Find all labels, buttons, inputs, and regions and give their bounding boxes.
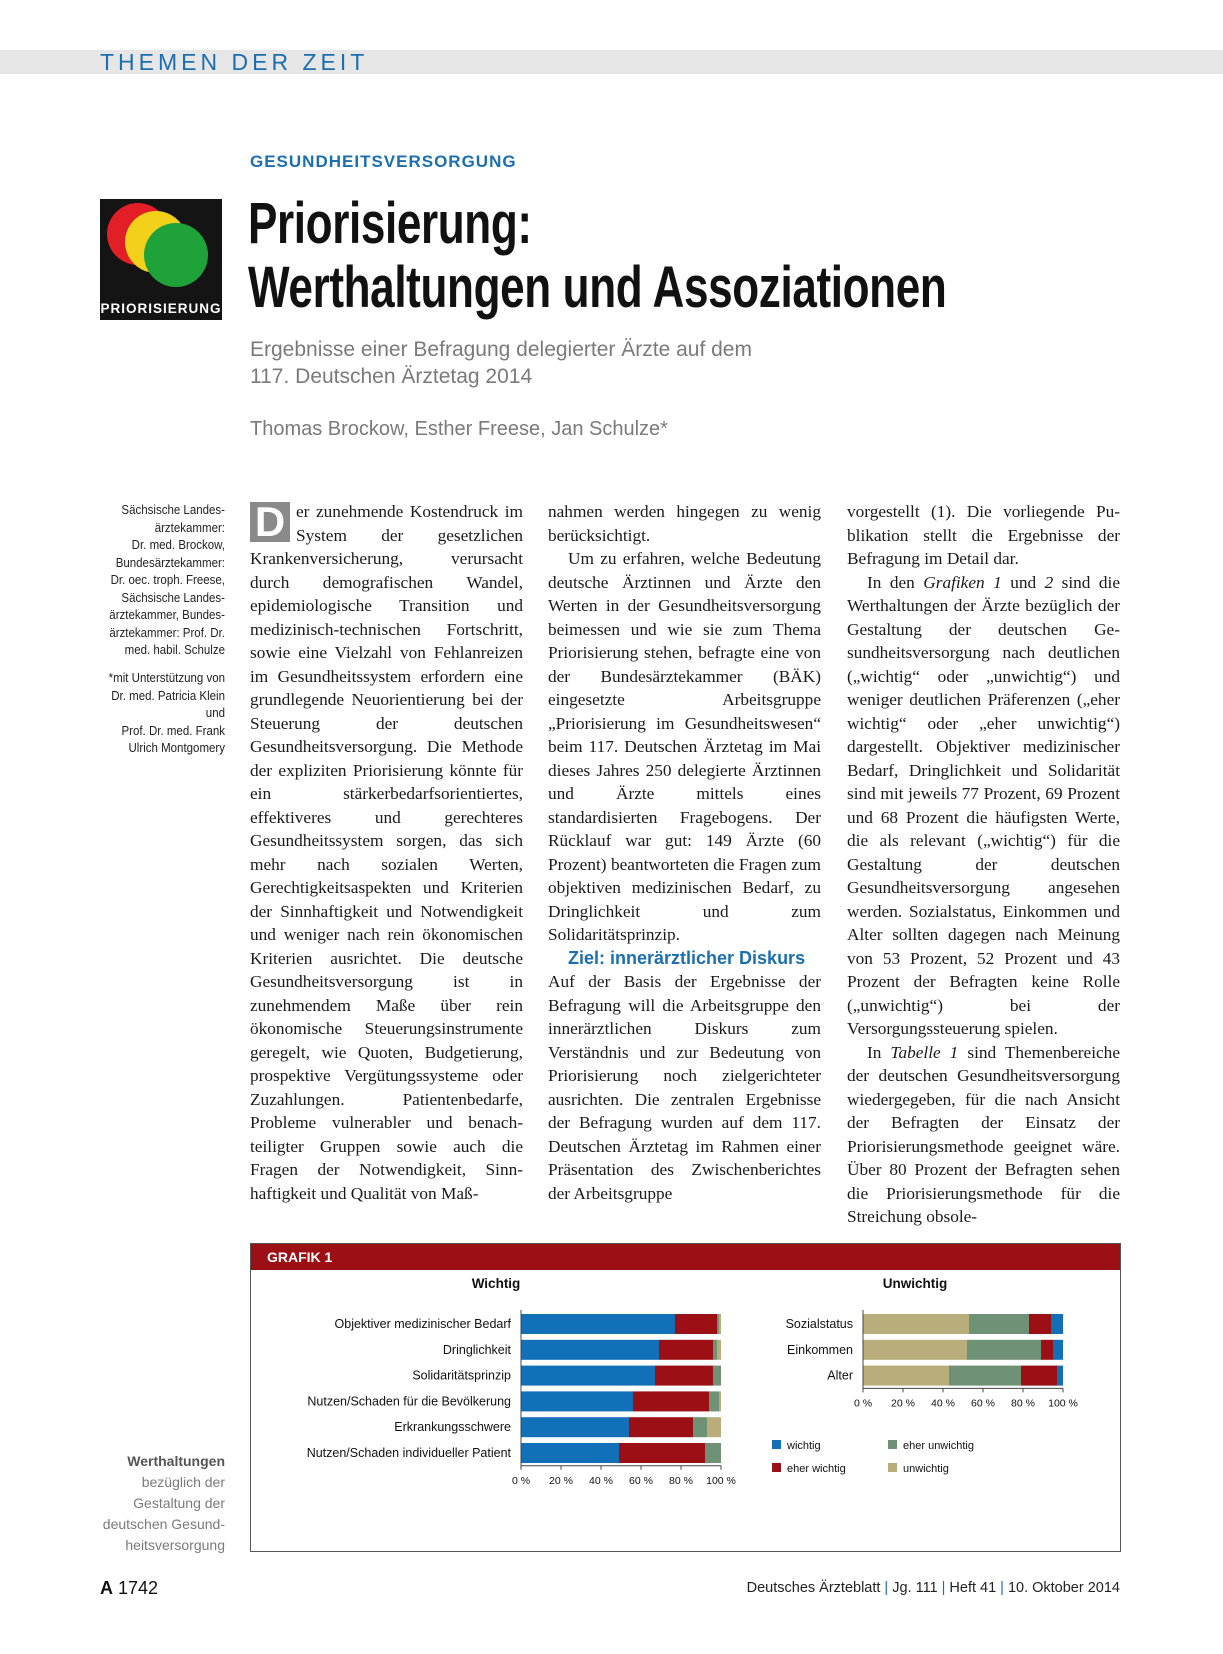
bar-segment-unwichtig — [719, 1314, 721, 1334]
paragraph-text: er zunehmende Kostendruck im System der gesetzlichen Krankenversicherung, verursacht durch demografischen Wandel, epidemiologische Transition und medizinisch-technischen Fortschritt, sowie eine Vielzahl von Fehlanreizen im Gesundheitssystem erfordern eine grundlegende Neuorientierung bei der Steuerung der deutschen Gesundheitsversorgung. Die Methode der expliziten Priorisierung könnte für ein stärkerbedarfsorientiertes, effektiveres und gerechteres Gesundheitssystem sorgen, das sich mehr nach sozialen Werten, Gerechtigkeitsaspekten und Kriterien der Sinnhaftigkeit und Notwendigkeit und weniger nach rein ökonomischen Kriterien ausrichtet. Die deutsche Gesundheitsversorgung ist in zunehmendem Maße über rein ökonomische Steuerungsinstrumente geregelt, wie Quoten, Budgetierung, prospektive Vergütungssysteme oder Zuzahlungen. Patientenbedarfe, Probleme vulnerabler und benachteiligter Gruppen sowie auch die Fragen der Notwendigkeit, Sinnhaftigkeit und Qualität von Maß- — [250, 502, 523, 1203]
bar-segment-unwichtig — [717, 1340, 721, 1360]
body-paragraph: vorgestellt (1). Die vorliegende Publikation stellt die Ergebnisse der Befragung im Detail dar. — [847, 502, 1120, 568]
body-paragraph: nahmen werden hingegen zu wenig berücksichtigt. — [548, 502, 821, 545]
bar-segment-eher-unwichtig — [967, 1340, 1041, 1360]
support-line: und — [205, 706, 225, 720]
bar-segment-eher-unwichtig — [969, 1314, 1029, 1334]
bar-segment-wichtig — [521, 1314, 675, 1334]
body-paragraph: In Tabelle 1 sind Themenbereiche der deutschen Gesundheitsversorgung wiedergegeben, für die nach Ansicht der Befragten der Einsatz der Priorisierungsmethode geeignet wäre. Über 80 Prozent der Befragten sehen die Priorisierungsmethode für die Streichung obsole- — [847, 1042, 1120, 1226]
category-label: Nutzen/Schaden für die Bevölkerung — [307, 1394, 511, 1409]
category-label: Nutzen/Schaden individueller Patient — [306, 1446, 511, 1460]
journal-name: Deutsches Ärzteblatt — [746, 1580, 881, 1596]
category-label: Alter — [827, 1368, 853, 1383]
subtitle-line-1: Ergebnisse einer Befragung delegierter Ärzte auf dem — [250, 338, 752, 361]
support-line: Dr. med. Patricia Klein — [111, 688, 225, 703]
bar-segment-unwichtig — [863, 1340, 967, 1360]
bar-segment-eher-wichtig — [1041, 1340, 1053, 1360]
legend-label: unwichtig — [903, 1463, 949, 1475]
chart-title: Wichtig — [471, 1276, 521, 1291]
bar-segment-unwichtig — [863, 1314, 969, 1334]
bar-segment-eher-unwichtig — [713, 1340, 717, 1360]
bar-segment-eher-wichtig — [1021, 1366, 1057, 1386]
bar-segment-eher-unwichtig — [949, 1366, 1021, 1386]
bar-segment-eher-wichtig — [675, 1314, 717, 1334]
body-column-1 — [250, 500, 523, 1205]
article-title — [248, 191, 947, 320]
body-column-3 — [847, 500, 1120, 1229]
bar-segment-eher-unwichtig — [709, 1391, 719, 1411]
bar-segment-eher-unwichtig — [713, 1366, 721, 1386]
bar-segment-wichtig — [1051, 1314, 1063, 1334]
affiliation-line: Dr. oec. troph. Freese, — [110, 573, 225, 587]
x-tick-label: 0 % — [853, 1397, 873, 1410]
legend-label: wichtig — [787, 1440, 821, 1452]
x-tick-label: 60 % — [971, 1397, 995, 1410]
category-label: Solidaritätsprinzip — [412, 1368, 511, 1383]
affiliation-line: ärztekammer: — [154, 520, 225, 535]
x-tick-label: 20 % — [891, 1397, 915, 1410]
bar-segment-wichtig — [521, 1417, 629, 1437]
x-tick-label: 60 % — [629, 1474, 653, 1487]
bar-segment-eher-wichtig — [633, 1391, 709, 1411]
bar-segment-eher-wichtig — [655, 1366, 713, 1386]
logo-label: PRIORISIERUNG — [100, 298, 222, 320]
table-reference: Tabelle 1 — [890, 1042, 959, 1062]
legend-swatch — [772, 1463, 781, 1472]
category-label: Objektiver medizinischer Bedarf — [334, 1317, 511, 1331]
chart-title: Unwichtig — [882, 1276, 948, 1291]
caption-line: bezüglich der — [141, 1474, 225, 1490]
bar-segment-unwichtig — [863, 1366, 949, 1386]
journal-volume: Jg. 111 — [892, 1580, 938, 1596]
article-kicker: GESUNDHEITSVERSORGUNG — [250, 152, 517, 171]
affiliation-line: Dr. med. Brockow, — [131, 538, 225, 552]
category-label: Einkommen — [787, 1342, 853, 1357]
x-tick-label: 40 % — [931, 1397, 955, 1410]
bar-segment-wichtig — [521, 1391, 633, 1411]
bar-segment-eher-unwichtig — [717, 1314, 719, 1334]
x-tick-label: 100 % — [1048, 1397, 1078, 1410]
section-header: THEMEN DER ZEIT — [100, 49, 369, 75]
bar-segment-eher-wichtig — [629, 1417, 693, 1437]
title-line-1: Priorisierung: — [248, 191, 532, 256]
caption-bold: Werthaltungen — [127, 1453, 225, 1469]
authors: Thomas Brockow, Esther Freese, Jan Schulze* — [250, 418, 668, 440]
bar-segment-unwichtig — [719, 1391, 721, 1411]
x-tick-label: 100 % — [706, 1474, 736, 1487]
bar-segment-wichtig — [521, 1443, 619, 1463]
section-subhead: Ziel: innerärztlicher Diskurs — [568, 947, 806, 968]
affiliation-line: med. habil. Schulze — [124, 643, 225, 657]
bar-segment-wichtig — [521, 1366, 655, 1386]
support-note — [92, 670, 225, 758]
body-paragraph: Auf der Basis der Ergebnisse der Befragung will die Arbeitsgruppe den innerärztlichen Diskurs zum Verständnis und zur Bedeutung von Priorisierung noch zielgerichteter ausrichten. Die zentralen Ergebnisse der Befragung wurden auf dem 117. Deutschen Ärztetag im Rahmen einer Präsentation des Zwischenberichtes der Arbeitsgruppe — [548, 972, 821, 1203]
journal-date: 10. Oktober 2014 — [1007, 1580, 1120, 1596]
x-tick-label: 80 % — [1011, 1397, 1035, 1410]
title-line-2: Werthaltungen und Assoziationen — [248, 255, 947, 320]
category-label: Sozialstatus — [785, 1317, 853, 1331]
bar-segment-wichtig — [521, 1340, 659, 1360]
journal-footer: Deutsches Ärzteblatt | Jg. 111 | Heft 41 | 10. Oktober 2014 — [746, 1580, 1120, 1596]
body-paragraph — [250, 500, 523, 1205]
support-line: *mit Unterstützung von — [108, 671, 225, 685]
page-number-value: 1742 — [118, 1578, 159, 1598]
caption-line: heitsversorgung — [125, 1537, 225, 1553]
x-tick-label: 0 % — [511, 1474, 531, 1487]
article-subtitle — [250, 336, 950, 390]
caption-line: Gestaltung der — [133, 1495, 225, 1511]
bar-segment-unwichtig — [707, 1417, 721, 1437]
bar-segment-wichtig — [1057, 1366, 1063, 1386]
journal-issue: Heft 41 — [949, 1580, 997, 1596]
body-paragraph: Um zu erfahren, welche Bedeutung deutsche Ärztinnen und Ärzte den Werten in der Gesundheitsversorgung beimessen und wie sie zum Thema Priorisierung stehen, befragte eine von der Bundesärztekammer (BÄK) eingesetzte Arbeitsgruppe „Priorisierung im Gesundheitswesen“ beim 117. Deutschen Ärztetag im Mai dieses Jahres 250 delegierte Ärztinnen und Ärzte mittels eines standardisierten Fragebogens. Der Rücklauf war gut: 149 Ärzte (60 Prozent) beantworteten die Fragen zum objektiven medizinischen Bedarf, zu Dringlichkeit und zum Solidaritätsprinzip. — [548, 549, 821, 944]
body-column-2 — [548, 500, 821, 1205]
legend-label: eher wichtig — [787, 1463, 846, 1475]
bar-segment-wichtig — [1053, 1340, 1063, 1360]
bar-segment-eher-wichtig — [659, 1340, 713, 1360]
support-line: Prof. Dr. med. Frank — [121, 723, 225, 738]
grafik-1-box — [250, 1243, 1121, 1552]
grafik-1-chart — [251, 1270, 1120, 1551]
x-tick-label: 40 % — [589, 1474, 613, 1487]
grafik-label: GRAFIK 1 — [251, 1244, 1120, 1270]
affiliation-line: ärztekammer: Prof. Dr. — [109, 625, 225, 640]
caption-line: deutschen Gesund- — [102, 1516, 225, 1532]
legend-label: eher unwichtig — [903, 1440, 974, 1452]
bar-segment-eher-unwichtig — [693, 1417, 707, 1437]
page-number — [100, 1578, 158, 1599]
author-affiliations — [92, 502, 225, 660]
support-line: Ulrich Montgomery — [128, 741, 225, 755]
affiliation-line: ärztekammer, Bundes- — [109, 608, 225, 622]
affiliation-line: Bundesärztekammer: — [115, 555, 225, 570]
grafik-reference: Grafiken 1 — [923, 572, 1002, 592]
drop-cap: D — [250, 502, 290, 542]
figure-caption — [80, 1451, 225, 1556]
category-label: Erkrankungsschwere — [394, 1420, 511, 1435]
x-tick-label: 20 % — [549, 1474, 573, 1487]
bar-segment-eher-unwichtig — [705, 1443, 721, 1463]
priorisierung-logo — [100, 199, 222, 320]
category-label: Dringlichkeit — [442, 1342, 511, 1357]
green-circle-icon — [144, 223, 208, 287]
x-tick-label: 80 % — [669, 1474, 693, 1487]
subtitle-line-2: 117. Deutschen Ärztetag 2014 — [250, 365, 533, 388]
legend-swatch — [888, 1440, 897, 1449]
bar-segment-eher-wichtig — [619, 1443, 705, 1463]
page-letter: A — [100, 1578, 113, 1598]
legend-swatch — [888, 1463, 897, 1472]
grafik-reference: 2 — [1044, 572, 1054, 592]
bar-segment-eher-wichtig — [1029, 1314, 1051, 1334]
legend-swatch — [772, 1440, 781, 1449]
affiliation-line: Sächsische Landes- — [121, 503, 225, 517]
affiliation-line: Sächsische Landes- — [121, 590, 225, 605]
body-paragraph: In den Grafiken 1 und 2 sind die Werthaltungen der Ärzte bezüglich der Gestaltung der deutschen Gesundheitsversorgung nach deutlichen („wichtig“ oder „unwichtig“) und weniger deutlichen Präferenzen („eher wichtig“ oder „eher unwichtig“) dargestellt. Objektiver medizinischer Bedarf, Dringlichkeit und Solidarität sind mit jeweils 77 Prozent, 69 Prozent und 68 Prozent die häufigsten Werte, die als relevant („wichtig“) für die Gestaltung der deutschen Gesundheitsversorgung angesehen werden. Sozialstatus, Einkommen und Alter sollten dagegen nach Meinung von 53 Prozent, 52 Prozent und 43 Prozent der Befragten keine Rolle („unwichtig“) bei der Versorgungssteuerung spielen. — [847, 572, 1121, 1038]
